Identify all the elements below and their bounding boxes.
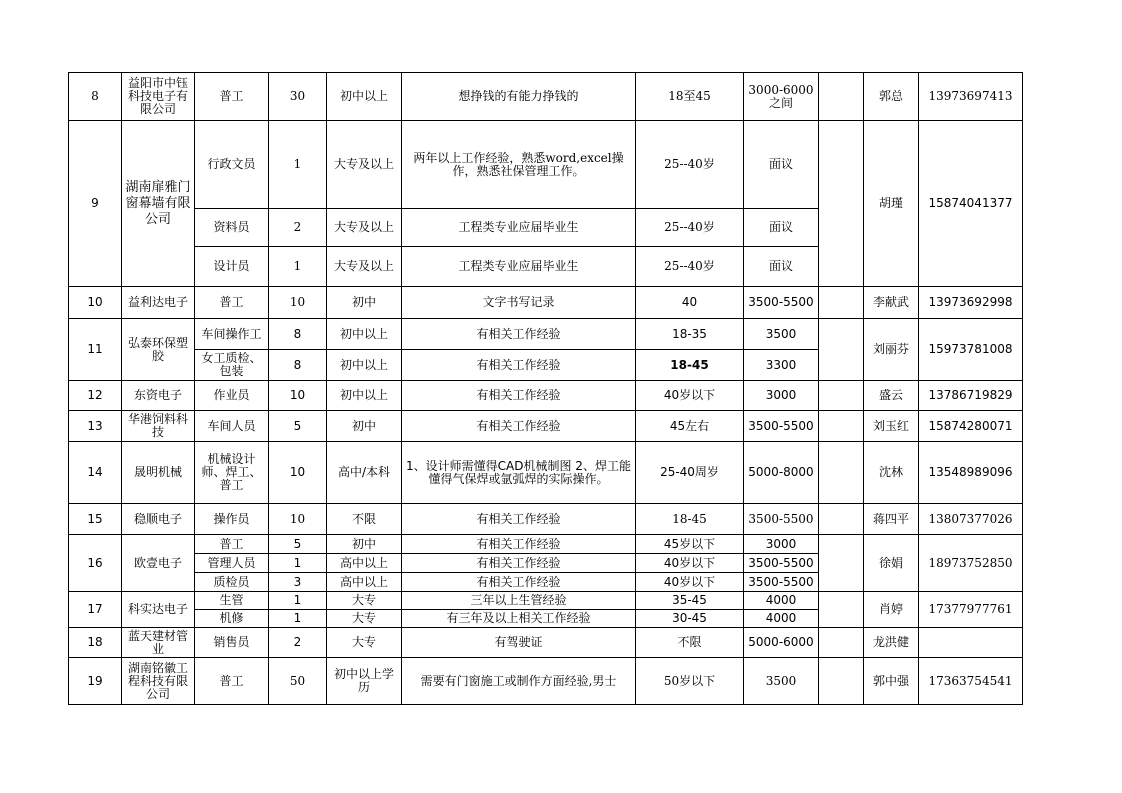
salary: 面议 [744,209,819,247]
position: 普工 [195,287,269,319]
contact-person: 郭中强 [864,658,919,705]
company-name: 湖南铭徽工程科技有限公司 [122,658,195,705]
position: 质检员 [195,573,269,592]
position: 作业员 [195,381,269,411]
salary: 3300 [744,350,819,381]
position: 资料员 [195,209,269,247]
blank-cell [819,504,864,535]
salary: 3500-5500 [744,554,819,573]
contact-person: 蒋四平 [864,504,919,535]
company-name: 稳顺电子 [122,504,195,535]
age: 18-35 [636,319,744,350]
table-row [69,411,1023,442]
phone-number: 17377977761 [919,592,1023,628]
headcount: 8 [269,319,327,350]
requirement: 有相关工作经验 [402,350,636,381]
row-number: 10 [69,287,122,319]
table-row [69,121,1023,209]
position: 普工 [195,658,269,705]
education: 大专及以上 [327,247,402,287]
salary: 3500-5500 [744,411,819,442]
table-row [69,381,1023,411]
table-row [69,535,1023,554]
contact-person: 胡瑾 [864,121,919,287]
phone-number: 13973692998 [919,287,1023,319]
education: 初中以上 [327,319,402,350]
headcount: 3 [269,573,327,592]
contact-person: 盛云 [864,381,919,411]
company-name: 湖南扉雅门窗幕墙有限公司 [122,121,195,287]
company-name: 益利达电子 [122,287,195,319]
education: 高中/本科 [327,442,402,504]
company-name: 华港饲料科技 [122,411,195,442]
age: 45岁以下 [636,535,744,554]
age: 18至45 [636,73,744,121]
education: 初中以上 [327,73,402,121]
education: 初中 [327,535,402,554]
education: 初中以上学历 [327,658,402,705]
phone-number: 15973781008 [919,319,1023,381]
headcount: 10 [269,287,327,319]
age: 不限 [636,628,744,658]
requirement: 有相关工作经验 [402,573,636,592]
headcount: 1 [269,592,327,610]
salary: 5000-6000 [744,628,819,658]
phone-number: 13973697413 [919,73,1023,121]
phone-number: 15874041377 [919,121,1023,287]
blank-cell [819,319,864,381]
age: 30-45 [636,610,744,628]
contact-person: 李献武 [864,287,919,319]
phone-number [919,628,1023,658]
salary: 3500-5500 [744,573,819,592]
salary: 3000-6000之间 [744,73,819,121]
company-name: 弘泰环保塑胶 [122,319,195,381]
headcount: 2 [269,209,327,247]
row-number: 11 [69,319,122,381]
contact-person: 龙洪健 [864,628,919,658]
age: 40岁以下 [636,554,744,573]
position: 车间操作工 [195,319,269,350]
position: 设计员 [195,247,269,287]
company-name: 晟明机械 [122,442,195,504]
age: 50岁以下 [636,658,744,705]
position: 操作员 [195,504,269,535]
requirement: 两年以上工作经验，熟悉word,excel操作，熟悉社保管理工作。 [402,121,636,209]
age: 25--40岁 [636,121,744,209]
position: 机修 [195,610,269,628]
headcount: 1 [269,247,327,287]
age: 25--40岁 [636,209,744,247]
age: 40 [636,287,744,319]
blank-cell [819,592,864,628]
row-number: 18 [69,628,122,658]
phone-number: 13548989096 [919,442,1023,504]
table-row [69,319,1023,350]
company-name: 蓝天建材管业 [122,628,195,658]
position: 车间人员 [195,411,269,442]
salary: 3000 [744,381,819,411]
blank-cell [819,658,864,705]
age: 40岁以下 [636,573,744,592]
age: 35-45 [636,592,744,610]
requirement: 有相关工作经验 [402,535,636,554]
position: 女工质检、包装 [195,350,269,381]
salary: 3500 [744,658,819,705]
age: 18-45 [636,504,744,535]
phone-number: 15874280071 [919,411,1023,442]
phone-number: 17363754541 [919,658,1023,705]
blank-cell [819,535,864,592]
blank-cell [819,442,864,504]
requirement: 有相关工作经验 [402,504,636,535]
salary: 面议 [744,121,819,209]
position: 生管 [195,592,269,610]
blank-cell [819,287,864,319]
blank-cell [819,73,864,121]
requirement: 工程类专业应届毕业生 [402,209,636,247]
salary: 3000 [744,535,819,554]
education: 初中以上 [327,350,402,381]
education: 大专 [327,628,402,658]
headcount: 5 [269,535,327,554]
company-name: 欧壹电子 [122,535,195,592]
headcount: 10 [269,442,327,504]
headcount: 10 [269,504,327,535]
age: 45左右 [636,411,744,442]
table-row [69,442,1023,504]
requirement: 想挣钱的有能力挣钱的 [402,73,636,121]
age: 25-40周岁 [636,442,744,504]
headcount: 1 [269,554,327,573]
requirement: 有相关工作经验 [402,381,636,411]
row-number: 13 [69,411,122,442]
row-number: 16 [69,535,122,592]
row-number: 19 [69,658,122,705]
headcount: 8 [269,350,327,381]
position: 机械设计师、焊工、普工 [195,442,269,504]
education: 高中以上 [327,554,402,573]
requirement: 文字书写记录 [402,287,636,319]
contact-person: 刘丽芬 [864,319,919,381]
education: 初中 [327,411,402,442]
row-number: 17 [69,592,122,628]
position: 普工 [195,73,269,121]
education: 大专及以上 [327,209,402,247]
salary: 3500 [744,319,819,350]
headcount: 10 [269,381,327,411]
row-number: 12 [69,381,122,411]
phone-number: 13786719829 [919,381,1023,411]
job-listing-table [68,72,1023,705]
salary: 3500-5500 [744,504,819,535]
phone-number: 13807377026 [919,504,1023,535]
company-name: 东资电子 [122,381,195,411]
table-row [69,592,1023,610]
age: 25--40岁 [636,247,744,287]
company-name: 益阳市中钰科技电子有限公司 [122,73,195,121]
education: 大专 [327,610,402,628]
age: 40岁以下 [636,381,744,411]
company-name: 科实达电子 [122,592,195,628]
contact-person: 刘玉红 [864,411,919,442]
salary: 5000-8000 [744,442,819,504]
position: 普工 [195,535,269,554]
requirement: 有相关工作经验 [402,554,636,573]
row-number: 15 [69,504,122,535]
row-number: 8 [69,73,122,121]
requirement: 有相关工作经验 [402,319,636,350]
headcount: 1 [269,610,327,628]
requirement: 三年以上生管经验 [402,592,636,610]
blank-cell [819,411,864,442]
headcount: 50 [269,658,327,705]
education: 大专及以上 [327,121,402,209]
salary: 面议 [744,247,819,287]
requirement: 有相关工作经验 [402,411,636,442]
position: 销售员 [195,628,269,658]
salary: 3500-5500 [744,287,819,319]
table-row [69,658,1023,705]
headcount: 30 [269,73,327,121]
requirement: 有三年及以上相关工作经验 [402,610,636,628]
headcount: 1 [269,121,327,209]
requirement: 工程类专业应届毕业生 [402,247,636,287]
blank-cell [819,121,864,287]
contact-person: 郭总 [864,73,919,121]
blank-cell [819,628,864,658]
phone-number: 18973752850 [919,535,1023,592]
requirement: 有驾驶证 [402,628,636,658]
education: 大专 [327,592,402,610]
headcount: 2 [269,628,327,658]
education: 初中 [327,287,402,319]
contact-person: 徐娟 [864,535,919,592]
requirement: 1、设计师需懂得CAD机械制图 2、焊工能懂得气保焊或氩弧焊的实际操作。 [402,442,636,504]
table-row [69,504,1023,535]
salary: 4000 [744,592,819,610]
age: 18-45 [636,350,744,381]
headcount: 5 [269,411,327,442]
position: 管理人员 [195,554,269,573]
salary: 4000 [744,610,819,628]
blank-cell [819,381,864,411]
education: 初中以上 [327,381,402,411]
table-row [69,287,1023,319]
contact-person: 沈林 [864,442,919,504]
education: 高中以上 [327,573,402,592]
education: 不限 [327,504,402,535]
position: 行政文员 [195,121,269,209]
row-number: 14 [69,442,122,504]
table-row [69,628,1023,658]
contact-person: 肖婷 [864,592,919,628]
requirement: 需要有门窗施工或制作方面经验,男士 [402,658,636,705]
row-number: 9 [69,121,122,287]
table-row [69,73,1023,121]
